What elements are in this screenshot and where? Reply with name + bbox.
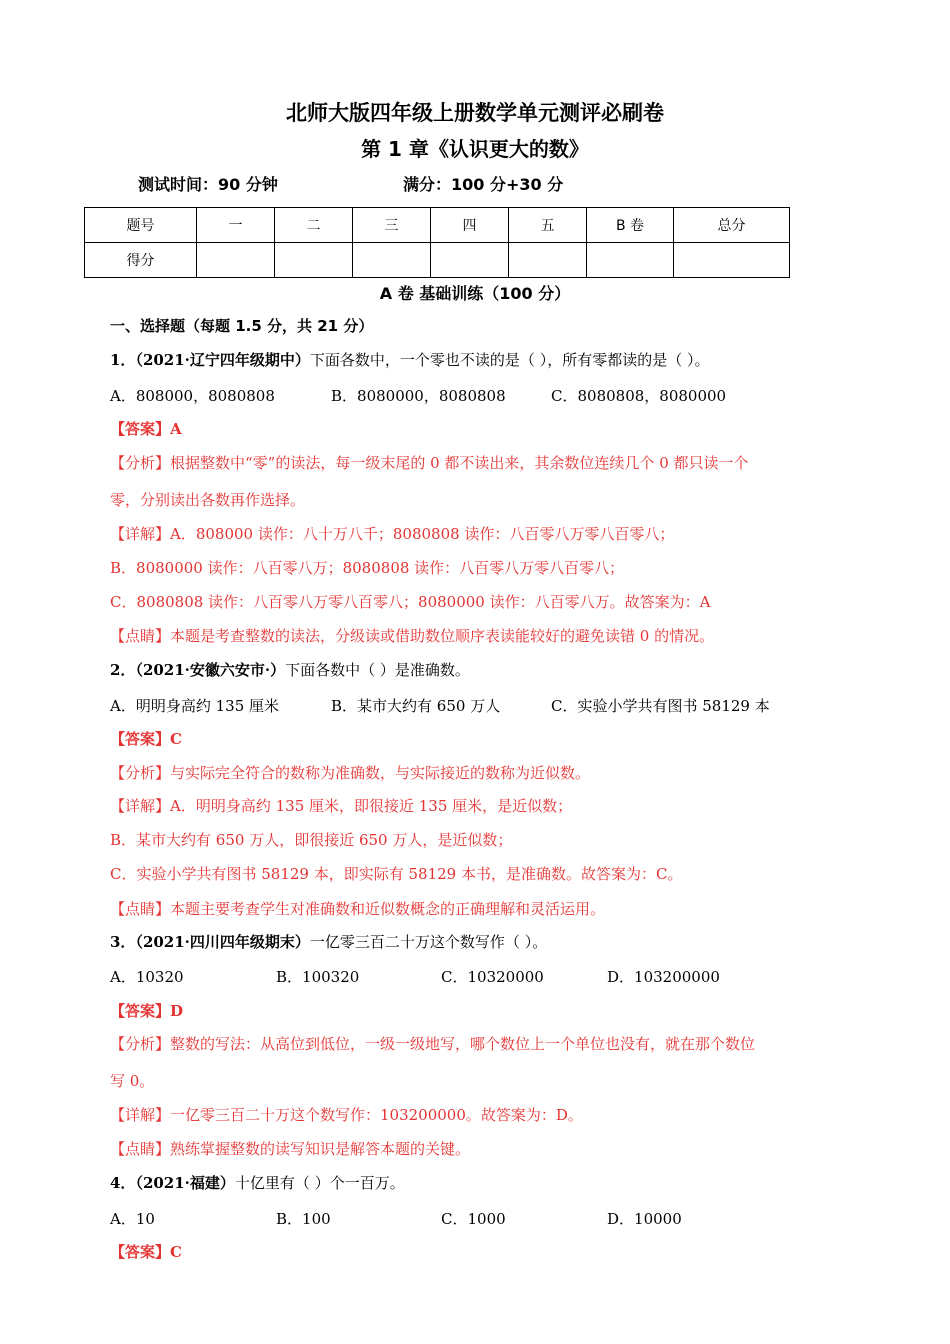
analysis: 【分析】整数的写法：从高位到低位，一级一级地写，哪个数位上一个单位也没有，就在那个数位 [110,1035,756,1053]
option-b: B．100 [276,1210,331,1228]
question-number: 1． [110,351,136,369]
question-number: 4． [110,1174,136,1192]
analysis-cont: 写 0。 [110,1072,155,1090]
detail-c: C．实验小学共有图书 58129 本，即实际有 58129 本书，是准确数。故答案为：C。 [110,865,683,883]
question-2 [110,660,470,680]
analysis-cont: 零，分别读出各数再作选择。 [110,491,306,509]
part1-title: 一、选择题（每题 1.5 分，共 21 分） [110,317,374,335]
table-cell[interactable] [353,243,431,278]
question-text: 下面各数中，一个零也不读的是（ ），所有零都读的是（ ）。 [309,351,710,369]
question-number: 3． [110,933,136,951]
answer: 【答案】A [110,420,182,438]
detail: 【详解】A．808000 读作：八十万八千；8080808 读作：八百零八万零八百零八； [110,525,675,543]
option-d: D．103200000 [607,968,720,986]
question-source: （2021·辽宁四年级期中） [135,351,310,369]
table-cell[interactable] [197,243,275,278]
option-c: C．1000 [441,1210,506,1228]
test-time: 测试时间：90 分钟 [138,175,278,194]
table-cell: 四 [431,208,509,243]
detail-b: B．8080000 读作：八百零八万；8080808 读作：八百零八万零八百零八； [110,559,625,577]
table-cell: 三 [353,208,431,243]
table-cell[interactable] [674,243,790,278]
table-cell: 题号 [85,208,197,243]
option-c: C．实验小学共有图书 58129 本 [551,697,770,715]
table-row [85,243,790,278]
detail: 【详解】一亿零三百二十万这个数写作：103200000。故答案为：D。 [110,1106,583,1124]
option-b: B．某市大约有 650 万人 [331,697,501,715]
question-text: 一亿零三百二十万这个数写作（ ）。 [309,933,548,951]
full-score: 满分：100 分+30 分 [403,175,564,194]
question-1 [110,350,709,370]
comment: 【点睛】本题主要考查学生对准确数和近似数概念的正确理解和灵活运用。 [110,900,606,918]
option-d: D．10000 [607,1210,682,1228]
option-a: A．10 [110,1210,155,1228]
table-cell[interactable] [587,243,674,278]
question-3 [110,932,547,952]
question-number: 2． [110,661,136,679]
table-cell: 二 [275,208,353,243]
table-cell[interactable] [275,243,353,278]
question-text: 下面各数中（ ）是准确数。 [285,661,470,679]
question-4 [110,1173,405,1193]
question-source: （2021·福建） [135,1174,235,1192]
table-cell: 得分 [85,243,197,278]
table-cell[interactable] [509,243,587,278]
comment: 【点睛】本题是考查整数的读法，分级读或借助数位顺序表读能较好的避免读错 0 的情况。 [110,627,715,645]
table-cell[interactable] [431,243,509,278]
detail: 【详解】A．明明身高约 135 厘米，即很接近 135 厘米，是近似数； [110,797,573,815]
answer: 【答案】C [110,1243,182,1261]
table-row [85,208,790,243]
table-cell: 总分 [674,208,790,243]
question-source: （2021·安徽六安市·） [135,661,286,679]
comment: 【点睛】熟练掌握整数的读写知识是解答本题的关键。 [110,1140,471,1158]
answer: 【答案】C [110,730,182,748]
score-table [84,207,790,278]
option-b: B．8080000，8080808 [331,387,506,405]
table-cell: 五 [509,208,587,243]
question-text: 十亿里有（ ）个一百万。 [234,1174,405,1192]
question-source: （2021·四川四年级期末） [135,933,310,951]
option-a: A．10320 [110,968,184,986]
analysis: 【分析】根据整数中“零”的读法，每一级末尾的 0 都不读出来，其余数位连续几个 0 都只读一个 [110,454,749,472]
option-c: C．10320000 [441,968,544,986]
detail-b: B．某市大约有 650 万人，即很接近 650 万人，是近似数； [110,831,513,849]
table-cell: B 卷 [587,208,674,243]
option-a: A．808000，8080808 [110,387,275,405]
analysis: 【分析】与实际完全符合的数称为准确数，与实际接近的数称为近似数。 [110,764,591,782]
table-cell: 一 [197,208,275,243]
detail-c: C．8080808 读作：八百零八万零八百零八；8080000 读作：八百零八万。故答案为：A [110,593,711,611]
option-b: B．100320 [276,968,360,986]
doc-subtitle: 第 1 章《认识更大的数》 [361,137,589,161]
option-a: A．明明身高约 135 厘米 [110,697,279,715]
doc-title: 北师大版四年级上册数学单元测评必刷卷 [286,101,664,125]
answer: 【答案】D [110,1002,184,1020]
section-a-title: A 卷 基础训练（100 分） [379,284,571,303]
option-c: C．8080808，8080000 [551,387,727,405]
